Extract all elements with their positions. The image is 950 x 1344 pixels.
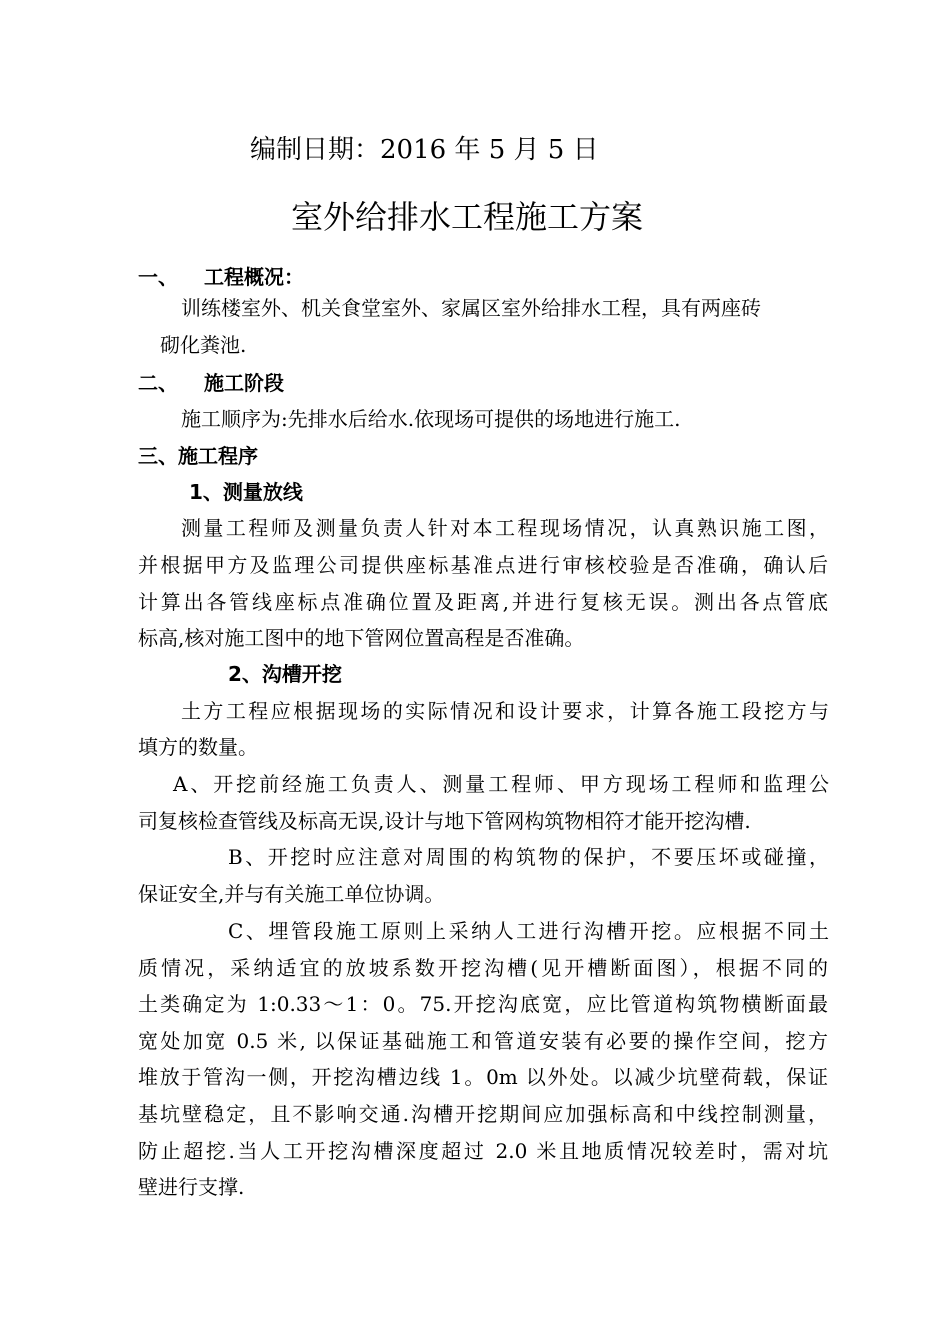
section-number: 一、 <box>138 265 178 289</box>
document-title: 室外给排水工程施工方案 <box>291 198 644 236</box>
section-number: 二、 <box>138 371 178 395</box>
subsection-heading-trench: 2、沟槽开挖 <box>228 662 342 686</box>
section-heading-procedure: 三、施工程序 <box>138 444 258 468</box>
paragraph-line: 计算出各管线座标点准确位置及距离,并进行复核无误。测出各点管底 <box>138 590 828 614</box>
paragraph-line: 填方的数量。 <box>138 735 258 759</box>
section-title: 工程概况： <box>204 265 304 289</box>
compile-date: 编制日期：2016 年 5 月 5 日 <box>250 135 599 165</box>
item-b-line: 保证安全,并与有关施工单位协调。 <box>138 882 445 906</box>
section-title: 施工阶段 <box>204 371 284 395</box>
item-c-line: 基坑壁稳定，且不影响交通.沟槽开挖期间应加强标高和中线控制测量， <box>138 1102 828 1126</box>
item-b-line: B、开挖时应注意对周围的构筑物的保护，不要压坏或碰撞， <box>228 845 829 869</box>
paragraph-line: 并根据甲方及监理公司提供座标基准点进行审核校验是否准确，确认后 <box>138 553 828 577</box>
subsection-heading-survey: 1、测量放线 <box>189 480 303 504</box>
paragraph-line: 砌化粪池. <box>160 333 247 357</box>
item-c-line: 防止超挖.当人工开挖沟槽深度超过 2.0 米且地质情况较差时，需对坑 <box>138 1139 828 1163</box>
paragraph-line: 训练楼室外、机关食堂室外、家属区室外给排水工程，具有两座砖 <box>181 296 761 320</box>
section-heading-stage <box>138 370 284 396</box>
paragraph-line: 测量工程师及测量负责人针对本工程现场情况，认真熟识施工图， <box>181 516 829 540</box>
item-c-line: 土类确定为 1:0.33～1：0。75.开挖沟底宽，应比管道构筑物横断面最 <box>138 992 828 1016</box>
item-c-line: 堆放于管沟一侧，开挖沟槽边线 1。0m 以外处。以减少坑壁荷载，保证 <box>138 1065 828 1089</box>
paragraph-line: 标高,核对施工图中的地下管网位置高程是否准确。 <box>138 626 585 650</box>
item-c-line: C、埋管段施工原则上采纳人工进行沟槽开挖。应根据不同土 <box>228 919 829 943</box>
paragraph-line: 施工顺序为:先排水后给水.依现场可提供的场地进行施工. <box>181 407 681 431</box>
item-a-line: 司复核检查管线及标高无误,设计与地下管网构筑物相符才能开挖沟槽. <box>138 809 751 833</box>
section-heading-overview <box>138 264 304 290</box>
item-c-line: 质情况，采纳适宜的放坡系数开挖沟槽(见开槽断面图），根据不同的 <box>138 956 828 980</box>
item-c-line: 壁进行支撑. <box>138 1175 245 1199</box>
paragraph-line: 土方工程应根据现场的实际情况和设计要求，计算各施工段挖方与 <box>181 699 829 723</box>
item-c-line: 宽处加宽 0.5 米, 以保证基础施工和管道安装有必要的操作空间，挖方 <box>138 1029 828 1053</box>
item-a-line: A、开挖前经施工负责人、测量工程师、甲方现场工程师和监理公 <box>173 772 829 796</box>
